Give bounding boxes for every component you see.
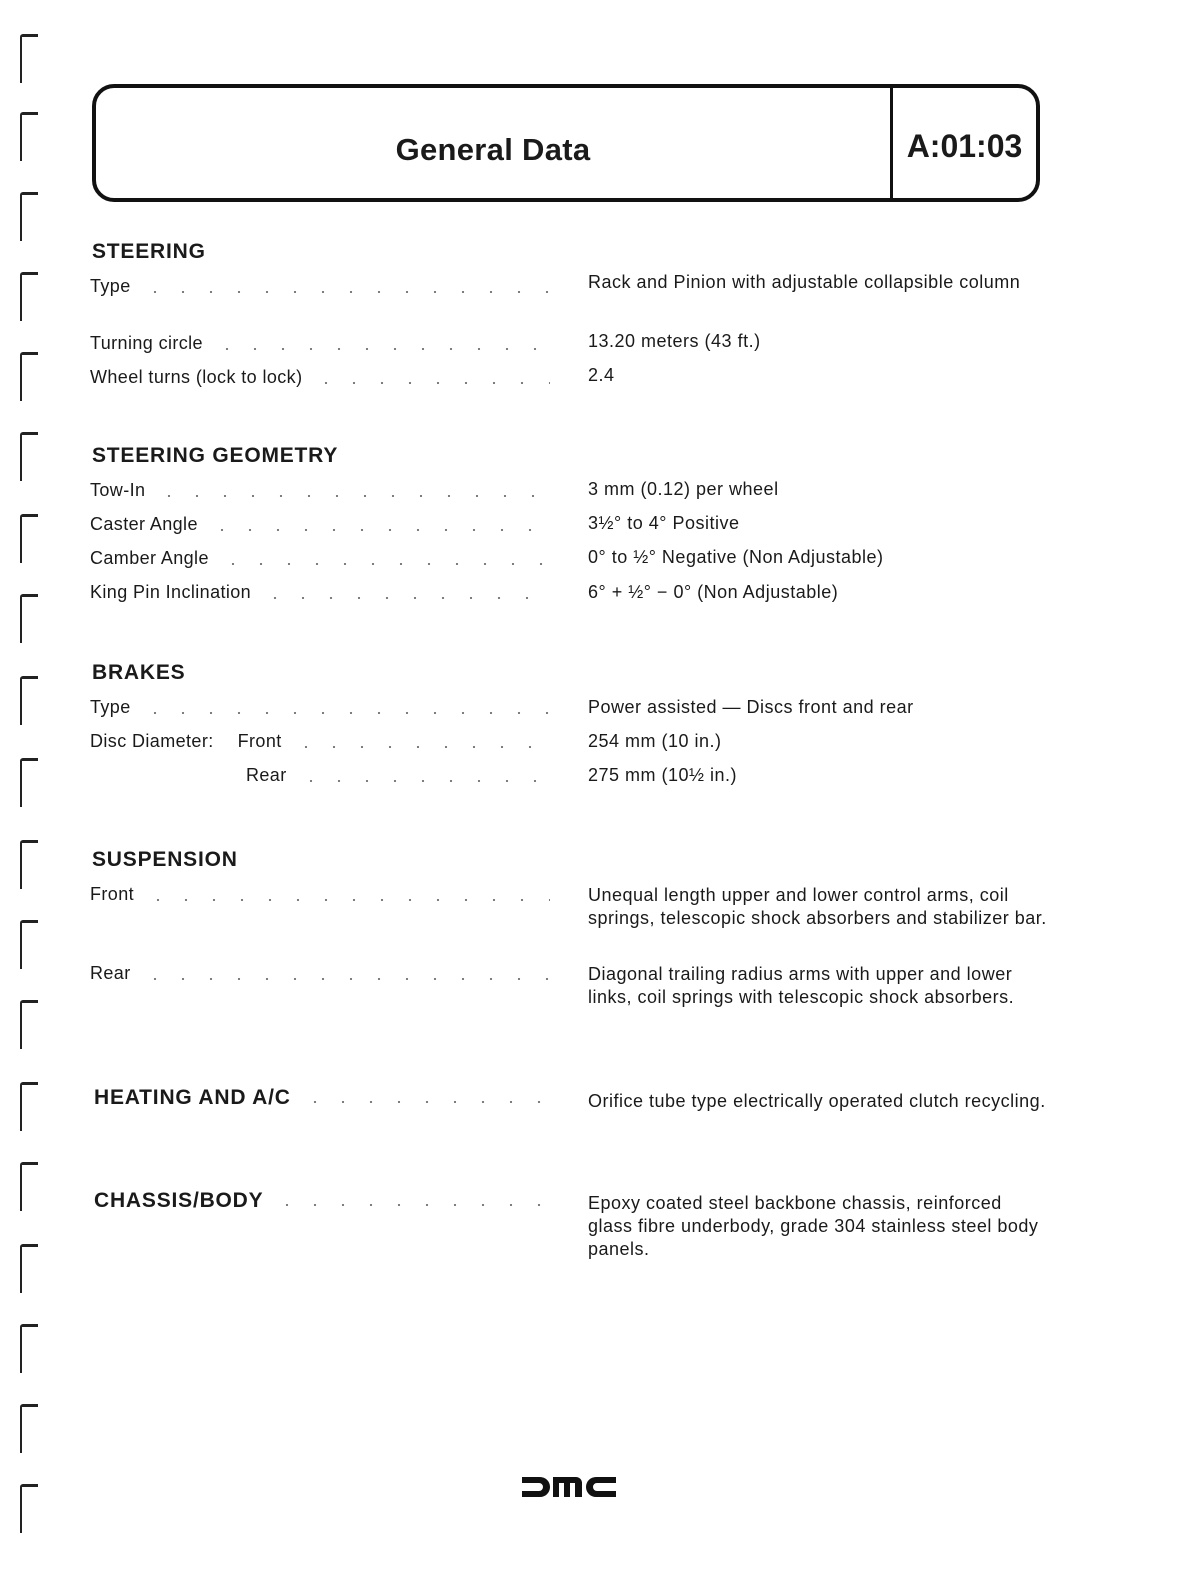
section-heading-suspension: SUSPENSION	[92, 848, 238, 871]
dot-leader	[273, 1204, 550, 1206]
spec-label: Camber Angle	[90, 548, 209, 568]
dmc-logo	[522, 1474, 616, 1500]
spec-label: Rear	[90, 963, 131, 983]
spec-value: 0° to ½° Negative (Non Adjustable)	[588, 547, 884, 567]
spec-label: Turning circle	[90, 333, 203, 353]
binder-hole	[20, 192, 38, 241]
spec-value: 254 mm (10 in.)	[588, 731, 722, 751]
spec-value: 3 mm (0.12) per wheel	[588, 479, 779, 499]
spec-label: Tow-In	[90, 480, 146, 500]
binder-hole	[20, 1162, 38, 1211]
spec-row	[90, 514, 550, 538]
binder-hole	[20, 840, 38, 889]
dot-leader	[292, 746, 550, 748]
spec-row-heating	[94, 1086, 550, 1110]
spec-value: Diagonal trailing radius arms with upper and lower links, coil springs with telescopic shock absorbers.	[588, 964, 1015, 1007]
binder-hole	[20, 676, 38, 725]
spec-label: Front	[90, 884, 135, 904]
dot-leader	[141, 978, 550, 980]
spec-sublabel: Rear	[246, 765, 287, 785]
binder-hole	[20, 1404, 38, 1453]
dot-leader	[297, 780, 550, 782]
dot-leader	[141, 712, 550, 714]
dot-leader	[312, 382, 550, 384]
binder-hole	[20, 1000, 38, 1049]
spec-row	[90, 276, 550, 300]
spec-value: Rack and Pinion with adjustable collapsible column	[588, 272, 1021, 292]
spec-value: Power assisted — Discs front and rear	[588, 697, 914, 717]
dot-leader	[213, 348, 550, 350]
spec-row	[90, 765, 550, 789]
binder-hole	[20, 1082, 38, 1131]
section-heading-steering: STEERING	[92, 240, 206, 263]
binder-hole	[20, 112, 38, 161]
spec-row	[90, 480, 550, 504]
binder-hole	[20, 920, 38, 969]
binder-hole	[20, 594, 38, 643]
section-heading-steering-geometry: STEERING GEOMETRY	[92, 444, 339, 467]
spec-row-chassis	[94, 1189, 550, 1213]
binder-hole	[20, 352, 38, 401]
spec-row	[90, 333, 550, 357]
spec-row	[90, 731, 550, 755]
section-heading-brakes: BRAKES	[92, 661, 186, 684]
spec-label: Type	[90, 697, 131, 717]
binder-hole	[20, 272, 38, 321]
spec-label: Caster Angle	[90, 514, 198, 534]
binder-hole	[20, 1324, 38, 1373]
spec-row	[90, 582, 550, 606]
spec-value: 3½° to 4° Positive	[588, 513, 740, 533]
spec-value: 2.4	[588, 365, 615, 385]
spec-value: Epoxy coated steel backbone chassis, reinforced glass fibre underbody, grade 304 stainless steel body panels.	[588, 1193, 1039, 1259]
spec-value: 275 mm (10½ in.)	[588, 765, 738, 785]
spec-row	[90, 367, 550, 391]
dot-leader	[155, 495, 550, 497]
section-code: A:01:03	[906, 128, 1023, 164]
page-header	[92, 84, 1040, 202]
spec-row	[90, 548, 550, 572]
spec-row	[90, 697, 550, 721]
spec-value: Unequal length upper and lower control arms, coil springs, telescopic shock absorbers and stabilizer bar.	[588, 885, 1047, 928]
section-heading-heating: HEATING AND A/C	[94, 1086, 291, 1109]
binder-hole	[20, 514, 38, 563]
dot-leader	[261, 597, 550, 599]
section-heading-chassis: CHASSIS/BODY	[94, 1189, 264, 1212]
binder-hole	[20, 34, 38, 83]
dot-leader	[144, 899, 550, 901]
spec-row	[90, 884, 550, 908]
dot-leader	[208, 529, 550, 531]
spec-sublabel: Front	[237, 731, 282, 751]
spec-label: Wheel turns (lock to lock)	[90, 367, 303, 387]
page-title: General Data	[395, 132, 591, 167]
spec-value: Orifice tube type electrically operated clutch recycling.	[588, 1091, 1046, 1111]
spec-row	[90, 963, 550, 987]
dot-leader	[141, 291, 550, 293]
binder-hole	[20, 1484, 38, 1533]
binder-hole	[20, 1244, 38, 1293]
spec-label: Type	[90, 276, 131, 296]
binder-hole	[20, 432, 38, 481]
spec-label: King Pin Inclination	[90, 582, 252, 602]
spec-value: 6° + ½° − 0° (Non Adjustable)	[588, 582, 839, 602]
binder-hole	[20, 758, 38, 807]
spec-value: 13.20 meters (43 ft.)	[588, 331, 761, 351]
dot-leader	[219, 563, 550, 565]
binder-holes	[14, 0, 54, 1573]
dot-leader	[301, 1101, 550, 1103]
spec-label: Disc Diameter:	[90, 731, 214, 751]
